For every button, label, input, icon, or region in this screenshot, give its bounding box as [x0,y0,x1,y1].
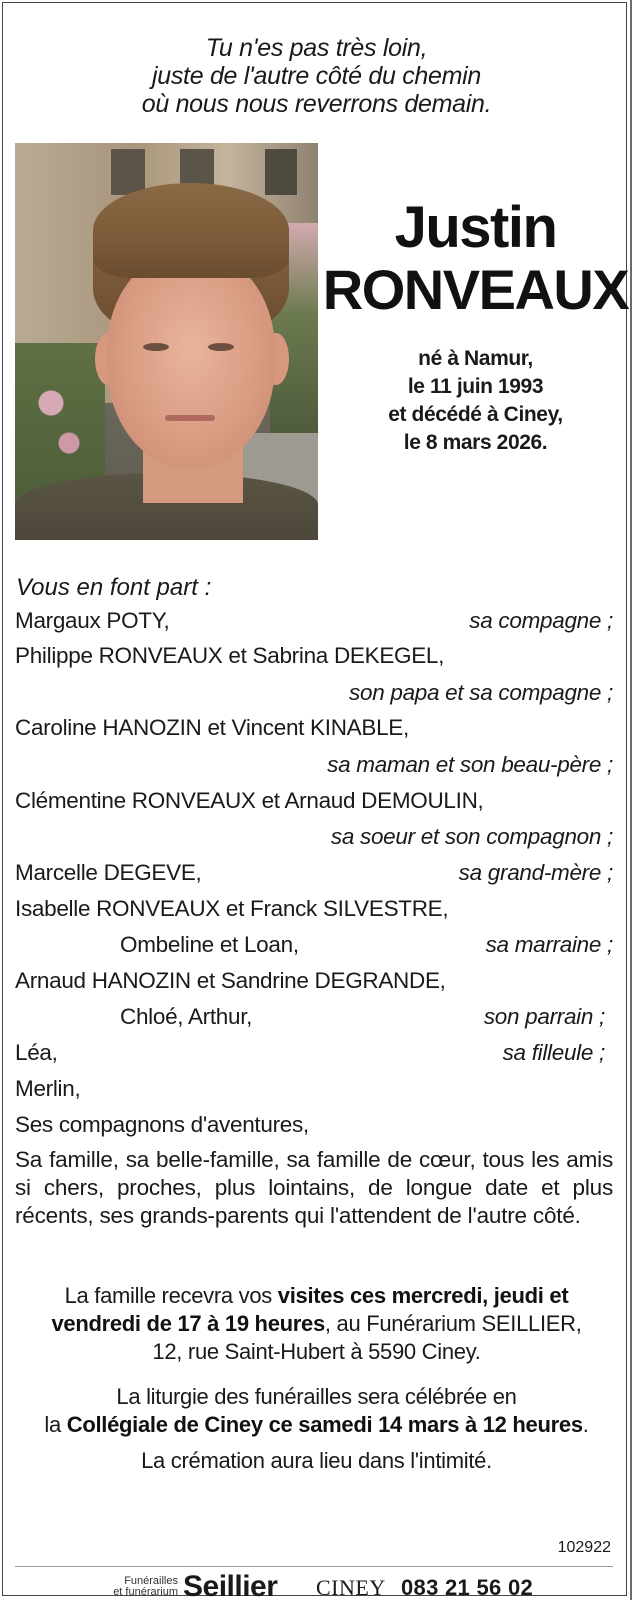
date-line: et décédé à Ciney, [388,403,563,426]
intro-text: Vous en font part : [16,574,212,601]
date-line: le 11 juin 1993 [407,375,544,398]
family-relation: sa filleule ; [502,1040,605,1065]
family-name: Isabelle RONVEAUX et Franck SILVESTRE, [15,896,449,921]
family-name: Ses compagnons d'aventures, [15,1112,309,1137]
birth-death-dates [318,345,633,457]
family-relation: sa marraine ; [485,932,613,957]
liturgy-bold: Collégiale de Ciney ce samedi 14 mars à 12 heures [66,1412,583,1437]
deceased-first-name: Justin [394,195,557,260]
poem [0,34,633,118]
family-relation: son parrain ; [483,1004,605,1029]
liturgy-info [0,1383,633,1439]
family-name: Marcelle DEGEVE, [15,860,202,885]
funeral-home-footer [0,1570,633,1603]
liturgy-line-2: la Collégiale de Ciney ce samedi 14 mars à 12 heures. [44,1412,589,1437]
poem-line: Tu n'es pas très loin, [205,34,428,62]
visits-line-1: La famille recevra vos visites ces mercredi, jeudi et [64,1283,569,1308]
family-name: Arnaud HANOZIN et Sandrine DEGRANDE, [15,968,446,993]
visits-line-2: vendredi de 17 à 19 heures, au Funérarium SEILLIER, [51,1311,582,1336]
family-name: Margaux POTY, [15,608,170,633]
liturgy-line-1: La liturgie des funérailles sera célébrée en [116,1384,517,1409]
closing-paragraph: Sa famille, sa belle-famille, sa famille de cœur, tous les amis si chers, proches, plus lointains, de longue date et plus récents, ses grands-parents qui l'attendent de l'autre côté. [15,1147,613,1228]
family-name: Philippe RONVEAUX et Sabrina DEKEGEL, [15,643,445,668]
deceased-last-name: RONVEAUX [322,258,629,321]
family-name: Chloé, Arthur, [120,1004,253,1029]
family-name: Merlin, [15,1076,81,1101]
poem-line: juste de l'autre côté du chemin [151,62,481,90]
portrait-photo [15,143,318,540]
family-name: Caroline HANOZIN et Vincent KINABLE, [15,715,409,740]
footer-brand: Seillier [183,1570,278,1603]
visits-info [0,1282,633,1366]
footer-rule [15,1566,613,1567]
family-relation: son papa et sa compagne ; [349,680,613,705]
cremation-info: La crémation aura lieu dans l'intimité. [141,1448,492,1473]
family-name: Clémentine RONVEAUX et Arnaud DEMOULIN, [15,788,484,813]
family-name: Ombeline et Loan, [120,932,299,957]
visits-bold-1: visites ces mercredi, jeudi et [277,1283,569,1308]
visits-address: 12, rue Saint-Hubert à 5590 Ciney. [152,1339,481,1364]
family-relation: sa maman et son beau-père ; [327,752,613,777]
family-relation: sa grand-mère ; [458,860,613,885]
reference-number: 102922 [557,1539,611,1556]
footer-tagline: Funérailles et funérarium [113,1575,178,1598]
family-name: Léa, [15,1040,58,1065]
visits-bold-2: vendredi de 17 à 19 heures [51,1311,325,1336]
footer-phone: 083 21 56 02 [401,1575,534,1600]
family-relation: sa soeur et son compagnon ; [330,824,613,849]
family-relation: sa compagne ; [469,608,613,633]
date-line: le 8 mars 2026. [403,431,548,454]
poem-line: où nous nous reverrons demain. [141,90,492,118]
date-line: né à Namur, [418,347,533,370]
footer-city: CINEY [316,1575,386,1600]
